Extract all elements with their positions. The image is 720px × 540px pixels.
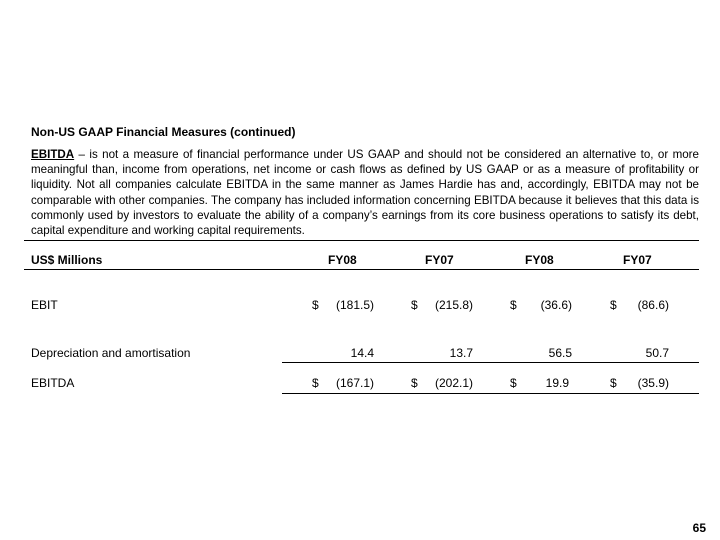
ebitda-dollar-2: $ — [411, 376, 418, 390]
table-row-label-depreciation: Depreciation and amortisation — [31, 346, 191, 360]
units-header: US$ Millions — [31, 253, 103, 267]
ebit-value-fy07-b: (86.6) — [637, 298, 669, 312]
ebitda-term: EBITDA — [31, 148, 75, 161]
depreciation-value-fy08-b: 56.5 — [548, 346, 572, 360]
ebit-dollar-1: $ — [312, 298, 319, 312]
ebitda-dollar-4: $ — [610, 376, 617, 390]
column-header-fy08-a: FY08 — [328, 253, 357, 267]
ebitda-value-fy07-a: (202.1) — [434, 376, 473, 390]
table-bottom-rule — [282, 393, 699, 394]
page-number: 65 — [692, 521, 706, 535]
ebitda-dollar-1: $ — [312, 376, 319, 390]
depreciation-value-fy08-a: 14.4 — [350, 346, 374, 360]
column-header-fy07-b: FY07 — [623, 253, 652, 267]
ebitda-value-fy08-b: 19.9 — [545, 376, 569, 390]
depreciation-value-fy07-a: 13.7 — [449, 346, 473, 360]
table-top-rule — [24, 240, 699, 241]
ebit-dollar-4: $ — [610, 298, 617, 312]
column-header-fy07-a: FY07 — [425, 253, 454, 267]
ebit-value-fy07-a: (215.8) — [434, 298, 473, 312]
ebit-dollar-3: $ — [510, 298, 517, 312]
subtotal-rule — [282, 362, 699, 363]
ebitda-dollar-3: $ — [510, 376, 517, 390]
ebitda-definition-paragraph — [31, 147, 699, 238]
ebitda-value-fy07-b: (35.9) — [637, 376, 669, 390]
header-bottom-rule — [24, 269, 699, 270]
ebitda-value-fy08-a: (167.1) — [335, 376, 374, 390]
table-row-label-ebit: EBIT — [31, 298, 58, 312]
column-header-fy08-b: FY08 — [525, 253, 554, 267]
section-heading: Non-US GAAP Financial Measures (continued) — [31, 125, 296, 139]
table-row-label-ebitda: EBITDA — [31, 376, 75, 390]
depreciation-value-fy07-b: 50.7 — [645, 346, 669, 360]
ebitda-definition-text: – is not a measure of financial performance under US GAAP and should not be considered an alternative to, or more meaningful than, income from operations, net income or cash flows as defined by US GAAP or as a measure of profitability or liquidity. Not all companies calculate EBITDA in the same manner as James Hardie has and, accordingly, EBITDA may not be comparable with other companies. The company has included information concerning EBITDA because it believes that this data is commonly used by investors to evaluate the ability of a company’s earnings from its core business operations to satisfy its debt, capital expenditure and working capital requirements. — [31, 148, 699, 238]
ebit-value-fy08-b: (36.6) — [540, 298, 572, 312]
ebit-value-fy08-a: (181.5) — [335, 298, 374, 312]
ebit-dollar-2: $ — [411, 298, 418, 312]
